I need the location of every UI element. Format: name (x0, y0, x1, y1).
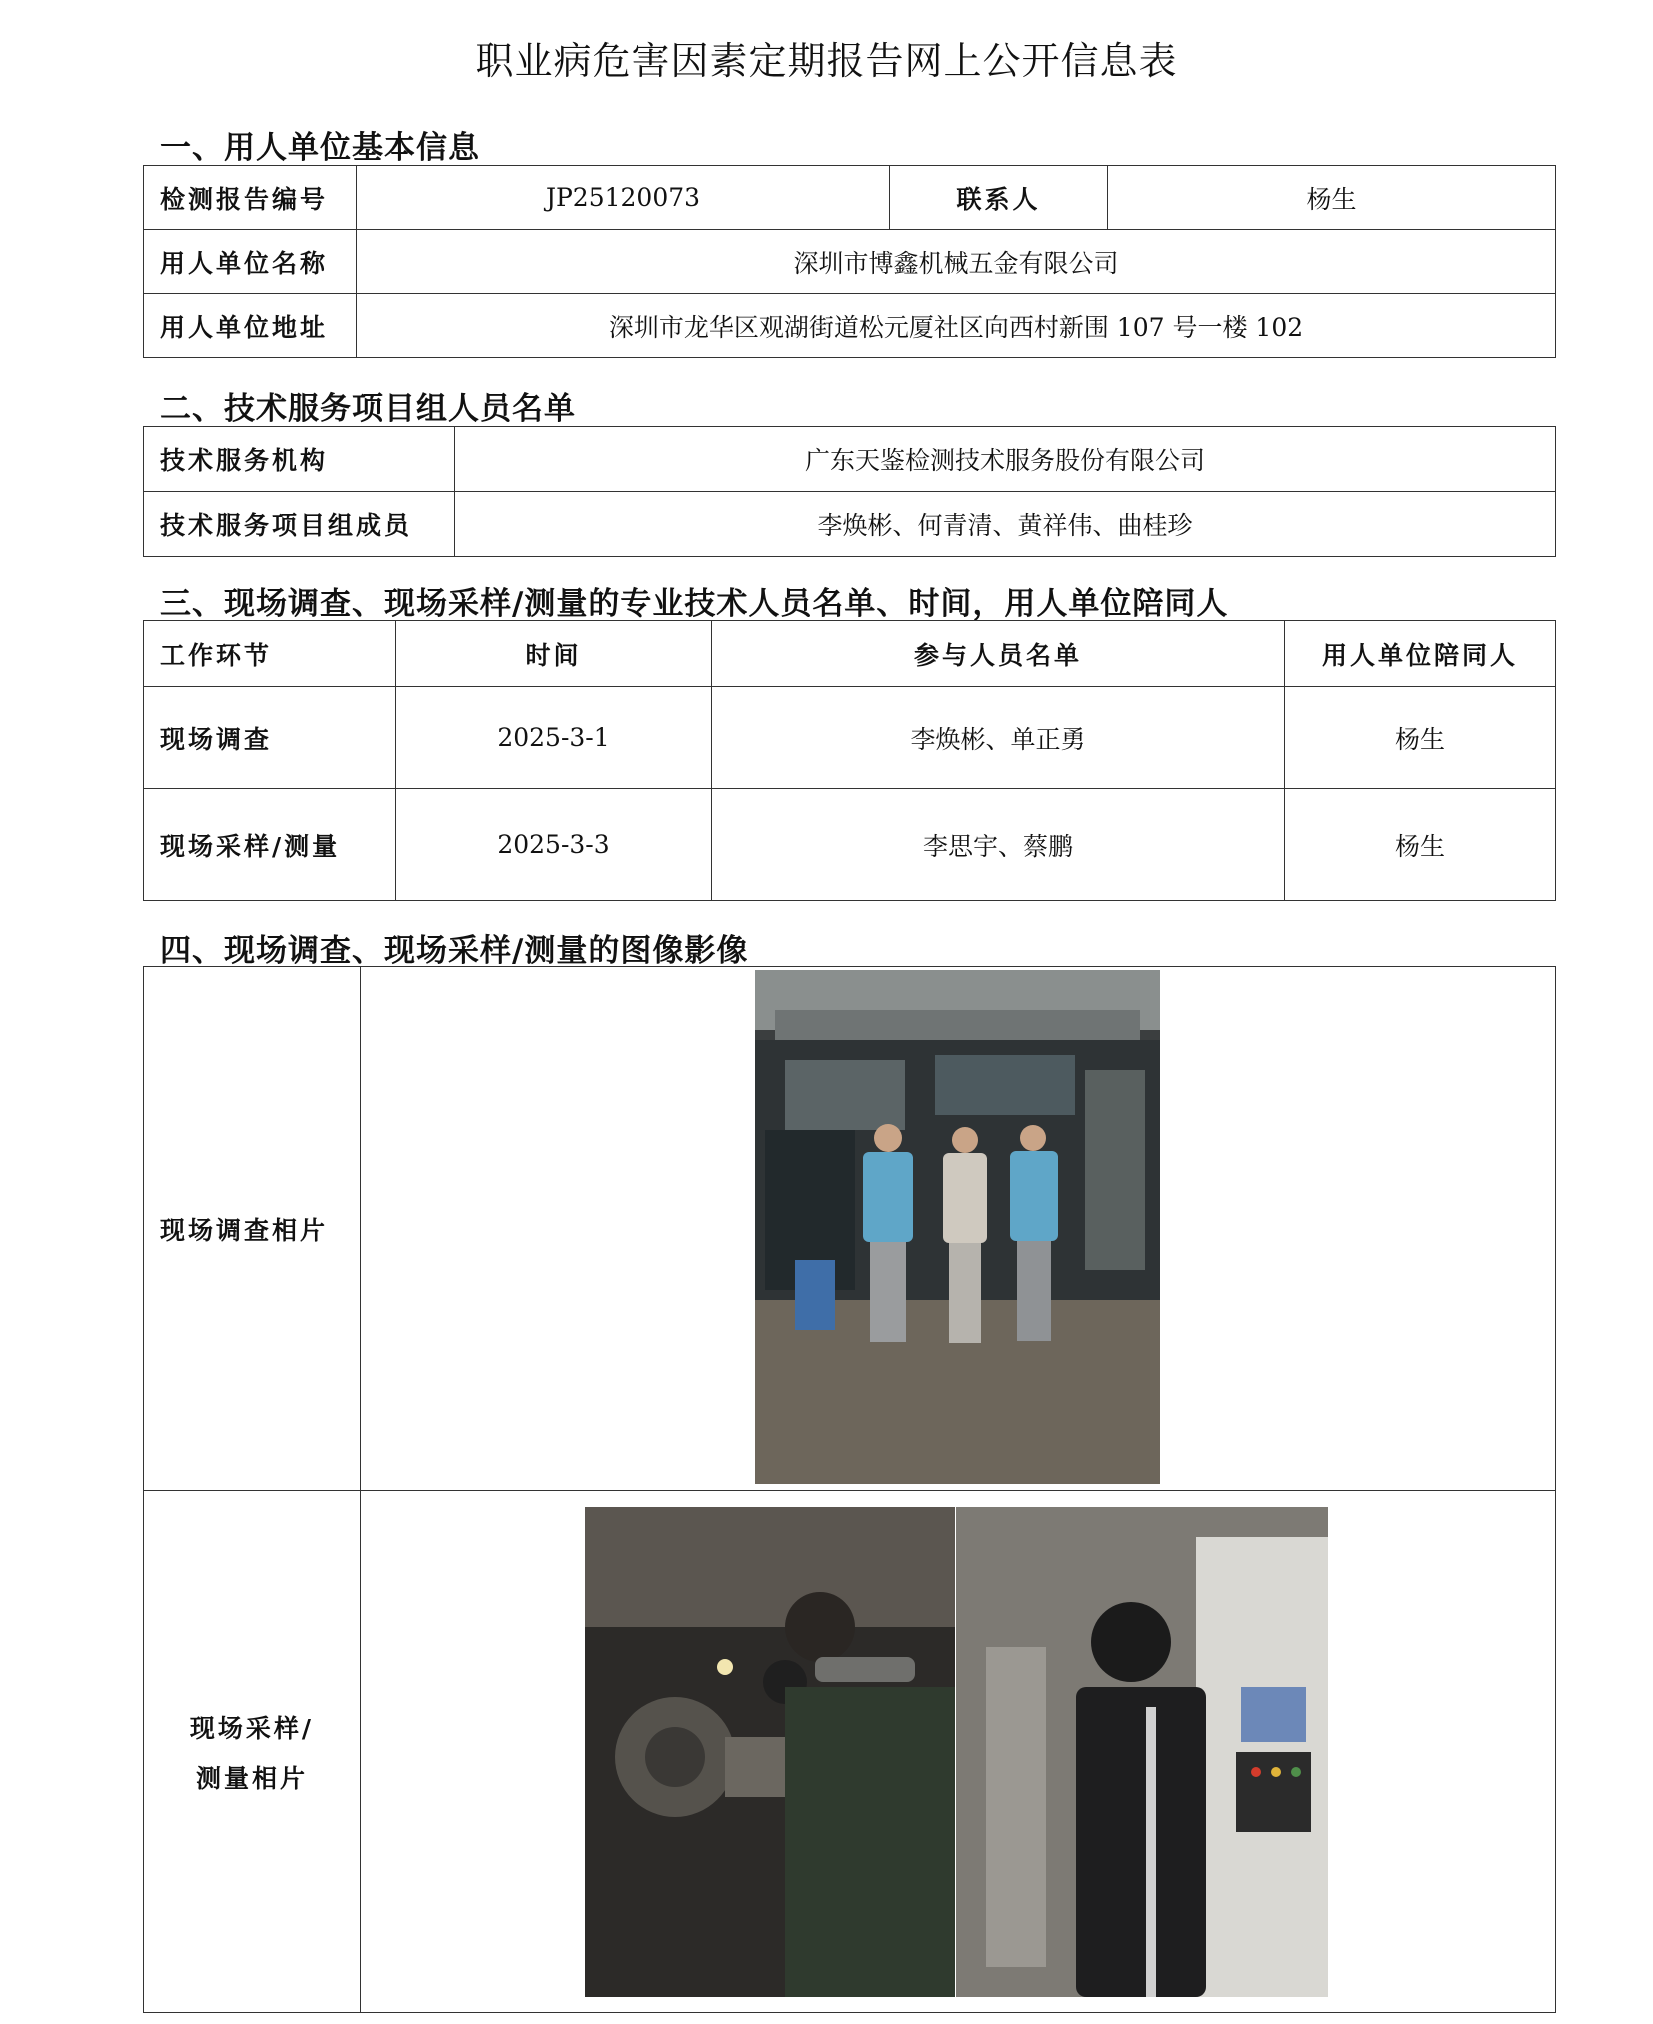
onsite-staff-table (143, 620, 1556, 901)
row-stage: 现场采样/测量 (144, 789, 396, 901)
sampling-photo-lathe (585, 1507, 955, 1997)
survey-photo-label: 现场调查相片 (144, 967, 361, 1491)
company-name-label: 用人单位名称 (144, 230, 357, 294)
header-work-stage: 工作环节 (144, 621, 396, 687)
report-no-value: JP25120073 (357, 166, 890, 230)
page-title: 职业病危害因素定期报告网上公开信息表 (475, 39, 1178, 83)
report-no-label: 检测报告编号 (144, 166, 357, 230)
table-header-row (144, 621, 1556, 687)
section4-heading: 四、现场调查、现场采样/测量的图像影像 (160, 933, 749, 969)
row-escort: 杨生 (1285, 687, 1556, 789)
section3-heading: 三、现场调查、现场采样/测量的专业技术人员名单、时间，用人单位陪同人 (160, 586, 1229, 622)
service-org-value: 广东天鉴检测技术服务股份有限公司 (455, 427, 1556, 492)
sampling-photo-label-line2: 测量相片 (195, 1763, 308, 1793)
row-participants: 李思宇、蔡鹏 (712, 789, 1285, 901)
section2-heading: 二、技术服务项目组人员名单 (160, 391, 576, 427)
row-time: 2025-3-3 (396, 789, 712, 901)
contact-label: 联系人 (890, 166, 1108, 230)
row-stage: 现场调查 (144, 687, 396, 789)
sampling-photo-cnc (956, 1507, 1328, 1997)
header-company-escort: 用人单位陪同人 (1285, 621, 1556, 687)
company-address-value: 深圳市龙华区观湖街道松元厦社区向西村新围 107 号一楼 102 (357, 294, 1556, 358)
sampling-photo-label-line1: 现场采样/ (189, 1713, 315, 1743)
company-address-label: 用人单位地址 (144, 294, 357, 358)
row-escort: 杨生 (1285, 789, 1556, 901)
sampling-photo-label (144, 1491, 361, 2013)
header-time: 时间 (396, 621, 712, 687)
service-team-table (143, 426, 1556, 557)
row-time: 2025-3-1 (396, 687, 712, 789)
survey-photo (755, 970, 1160, 1484)
row-participants: 李焕彬、单正勇 (712, 687, 1285, 789)
team-members-value: 李焕彬、何青清、黄祥伟、曲桂珍 (455, 492, 1556, 557)
section1-heading: 一、用人单位基本信息 (160, 130, 480, 166)
company-name-value: 深圳市博鑫机械五金有限公司 (357, 230, 1556, 294)
team-members-label: 技术服务项目组成员 (144, 492, 455, 557)
table-row (144, 687, 1556, 789)
header-participants: 参与人员名单 (712, 621, 1285, 687)
service-org-label: 技术服务机构 (144, 427, 455, 492)
contact-value: 杨生 (1108, 166, 1556, 230)
basic-info-table (143, 165, 1556, 358)
table-row (144, 789, 1556, 901)
